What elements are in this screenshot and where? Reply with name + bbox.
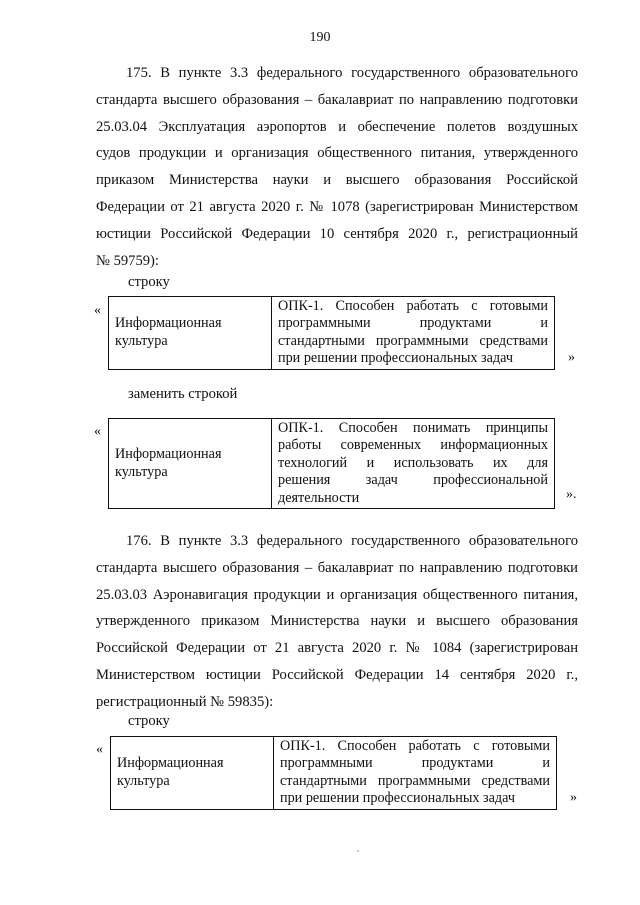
- text-line: технологий и использовать их для: [278, 454, 548, 471]
- text-line: утвержденного приказом Министерства науки и высшего образования: [96, 613, 578, 630]
- new-row-table: [108, 418, 555, 509]
- text-line: приказом Министерства науки и высшего образования Российской: [96, 172, 578, 189]
- text-line: стандарта высшего образования – бакалавриат по направлению подготовки: [96, 91, 578, 108]
- text-line: программными продуктами и: [278, 315, 548, 332]
- text-line: 25.03.03 Аэронавигация продукции и организация общественного питания,: [96, 586, 578, 603]
- text-line: 25.03.04 Эксплуатация аэропортов и обеспечение полетов воздушных: [96, 118, 578, 135]
- text-line: программными продуктами и: [280, 755, 550, 772]
- text-line: решения задач профессиональной: [278, 472, 548, 489]
- paragraph-175: [96, 60, 578, 274]
- text-line: судов продукции и организация общественного питания, утвержденного: [96, 145, 578, 162]
- text-line: при решении профессиональных задач: [278, 350, 513, 367]
- text-line: ОПК-1. Способен работать с готовыми: [278, 298, 548, 314]
- text-line: ОПК-1. Способен работать с готовыми: [280, 738, 550, 754]
- label-old-row: строку: [128, 713, 170, 729]
- old-row-table: [108, 296, 555, 370]
- text-line: 176. В пункте 3.3 федерального государственного образовательного: [126, 533, 578, 549]
- text-line: при решении профессиональных задач: [280, 790, 515, 807]
- old-row-table: [110, 736, 557, 810]
- open-quote: «: [96, 742, 103, 757]
- text-line: стандартными программными средствами: [280, 772, 550, 789]
- close-quote: »: [568, 350, 575, 365]
- close-quote: »: [570, 790, 577, 805]
- text-line: 175. В пункте 3.3 федерального государственного образовательного: [126, 65, 578, 81]
- text-line: № 59759):: [96, 252, 159, 269]
- competence-text: [272, 297, 555, 370]
- scan-speck: [357, 850, 359, 852]
- close-quote: ».: [566, 487, 577, 502]
- competence-text: [272, 419, 555, 509]
- discipline-name: Информационная культура: [111, 737, 274, 810]
- discipline-name: Информационная культура: [109, 419, 272, 509]
- text-line: Министерством юстиции Российской Федерации 14 сентября 2020 г.,: [96, 666, 578, 683]
- text-line: ОПК-1. Способен понимать принципы: [278, 420, 548, 436]
- open-quote: «: [94, 424, 101, 439]
- text-line: юстиции Российской Федерации 10 сентября 2020 г., регистрационный: [96, 225, 578, 242]
- text-line: Российской Федерации от 21 августа 2020 г. № 1084 (зарегистрирован: [96, 640, 578, 657]
- paragraph-176: [96, 528, 578, 716]
- label-old-row: строку: [128, 274, 170, 290]
- text-line: стандарта высшего образования – бакалавриат по направлению подготовки: [96, 559, 578, 576]
- discipline-name: Информационная культура: [109, 297, 272, 370]
- competence-text: [274, 737, 557, 810]
- text-line: деятельности: [278, 489, 360, 506]
- text-line: регистрационный № 59835):: [96, 693, 274, 710]
- label-new-row: заменить строкой: [128, 386, 238, 402]
- text-line: стандартными программными средствами: [278, 332, 548, 349]
- text-line: Федерации от 21 августа 2020 г. № 1078 (зарегистрирован Министерством: [96, 198, 578, 215]
- text-line: работы современных информационных: [278, 437, 548, 454]
- open-quote: «: [94, 303, 101, 318]
- page-number: 190: [309, 30, 331, 45]
